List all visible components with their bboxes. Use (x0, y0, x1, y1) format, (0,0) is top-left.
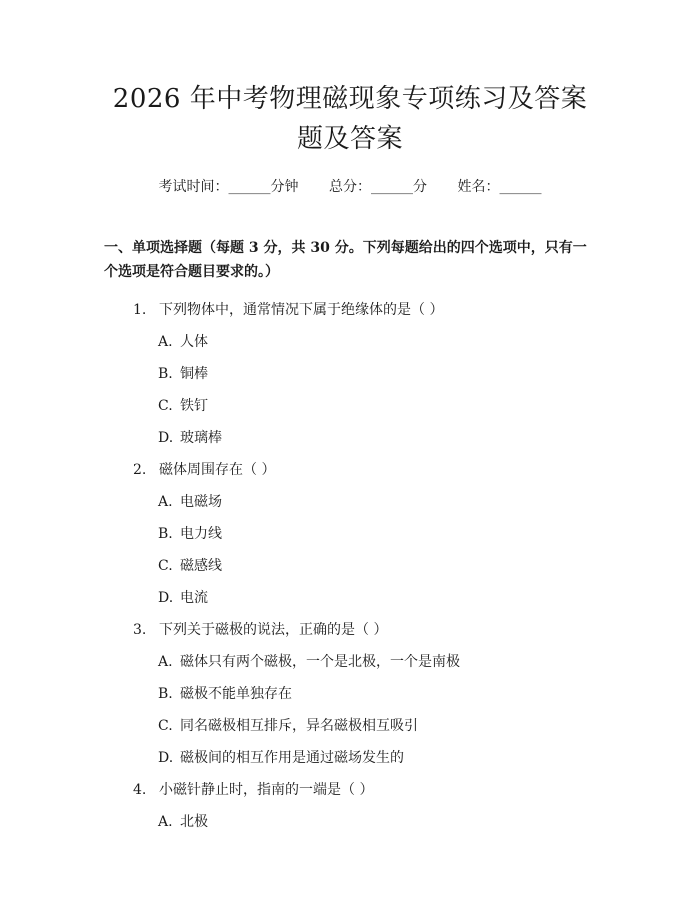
option-d (104, 742, 596, 774)
question-list (104, 294, 596, 838)
question-number: 2. (133, 462, 147, 478)
question-number: 3. (133, 622, 147, 638)
option-d (104, 582, 596, 614)
option-a (104, 806, 596, 838)
question-stem (104, 294, 596, 326)
option-text: 同名磁极相互排斥，异名磁极相互吸引 (180, 718, 418, 734)
option-list (104, 806, 596, 838)
option-text: 玻璃棒 (180, 430, 222, 446)
option-text: 磁极不能单独存在 (180, 686, 292, 702)
question-text: 下列物体中，通常情况下属于绝缘体的是（ ） (159, 302, 444, 318)
question-number: 4. (133, 782, 147, 798)
option-list (104, 326, 596, 454)
option-d (104, 422, 596, 454)
option-letter: A. (158, 334, 173, 350)
option-letter: A. (158, 494, 173, 510)
option-text: 铁钉 (180, 398, 208, 414)
question-3 (104, 614, 596, 774)
question-stem (104, 774, 596, 806)
option-c (104, 710, 596, 742)
student-name-field: 姓名：______ (457, 179, 542, 195)
exam-info (104, 177, 596, 197)
question-text: 小磁针静止时，指南的一端是（ ） (159, 782, 374, 798)
option-text: 磁极间的相互作用是通过磁场发生的 (180, 750, 404, 766)
option-text: 磁体只有两个磁极，一个是北极，一个是南极 (180, 654, 460, 670)
question-text: 磁体周围存在（ ） (159, 462, 276, 478)
document-title: 2026 年中考物理磁现象专项练习及答案题及答案 (112, 84, 588, 154)
option-letter: B. (158, 366, 173, 382)
option-text: 磁感线 (180, 558, 222, 574)
option-a (104, 326, 596, 358)
option-a (104, 646, 596, 678)
option-letter: A. (158, 814, 173, 830)
option-letter: D. (158, 590, 174, 606)
question-stem (104, 614, 596, 646)
option-c (104, 550, 596, 582)
option-text: 电磁场 (180, 494, 222, 510)
question-1 (104, 294, 596, 454)
option-text: 电力线 (180, 526, 222, 542)
option-letter: D. (158, 430, 174, 446)
option-letter: D. (158, 750, 174, 766)
question-text: 下列关于磁极的说法，正确的是（ ） (159, 622, 388, 638)
question-number: 1. (133, 302, 147, 318)
option-letter: A. (158, 654, 173, 670)
section-heading: 一、单项选择题（每题 3 分，共 30 分。下列每题给出的四个选项中，只有一个选项是符合题目要求的。） (104, 240, 587, 280)
option-text: 铜棒 (180, 366, 208, 382)
option-text: 北极 (180, 814, 208, 830)
option-b (104, 678, 596, 710)
option-text: 人体 (180, 334, 208, 350)
question-2 (104, 454, 596, 614)
option-b (104, 518, 596, 550)
option-letter: C. (158, 718, 173, 734)
option-c (104, 390, 596, 422)
option-a (104, 486, 596, 518)
option-list (104, 646, 596, 774)
option-text: 电流 (180, 590, 208, 606)
option-letter: C. (158, 398, 173, 414)
option-letter: C. (158, 558, 173, 574)
total-score-field: 总分：______分 (329, 179, 427, 195)
option-letter: B. (158, 526, 173, 542)
option-b (104, 358, 596, 390)
exam-time-field: 考试时间：______分钟 (158, 179, 299, 195)
option-list (104, 486, 596, 614)
question-stem (104, 454, 596, 486)
option-letter: B. (158, 686, 173, 702)
question-4 (104, 774, 596, 838)
